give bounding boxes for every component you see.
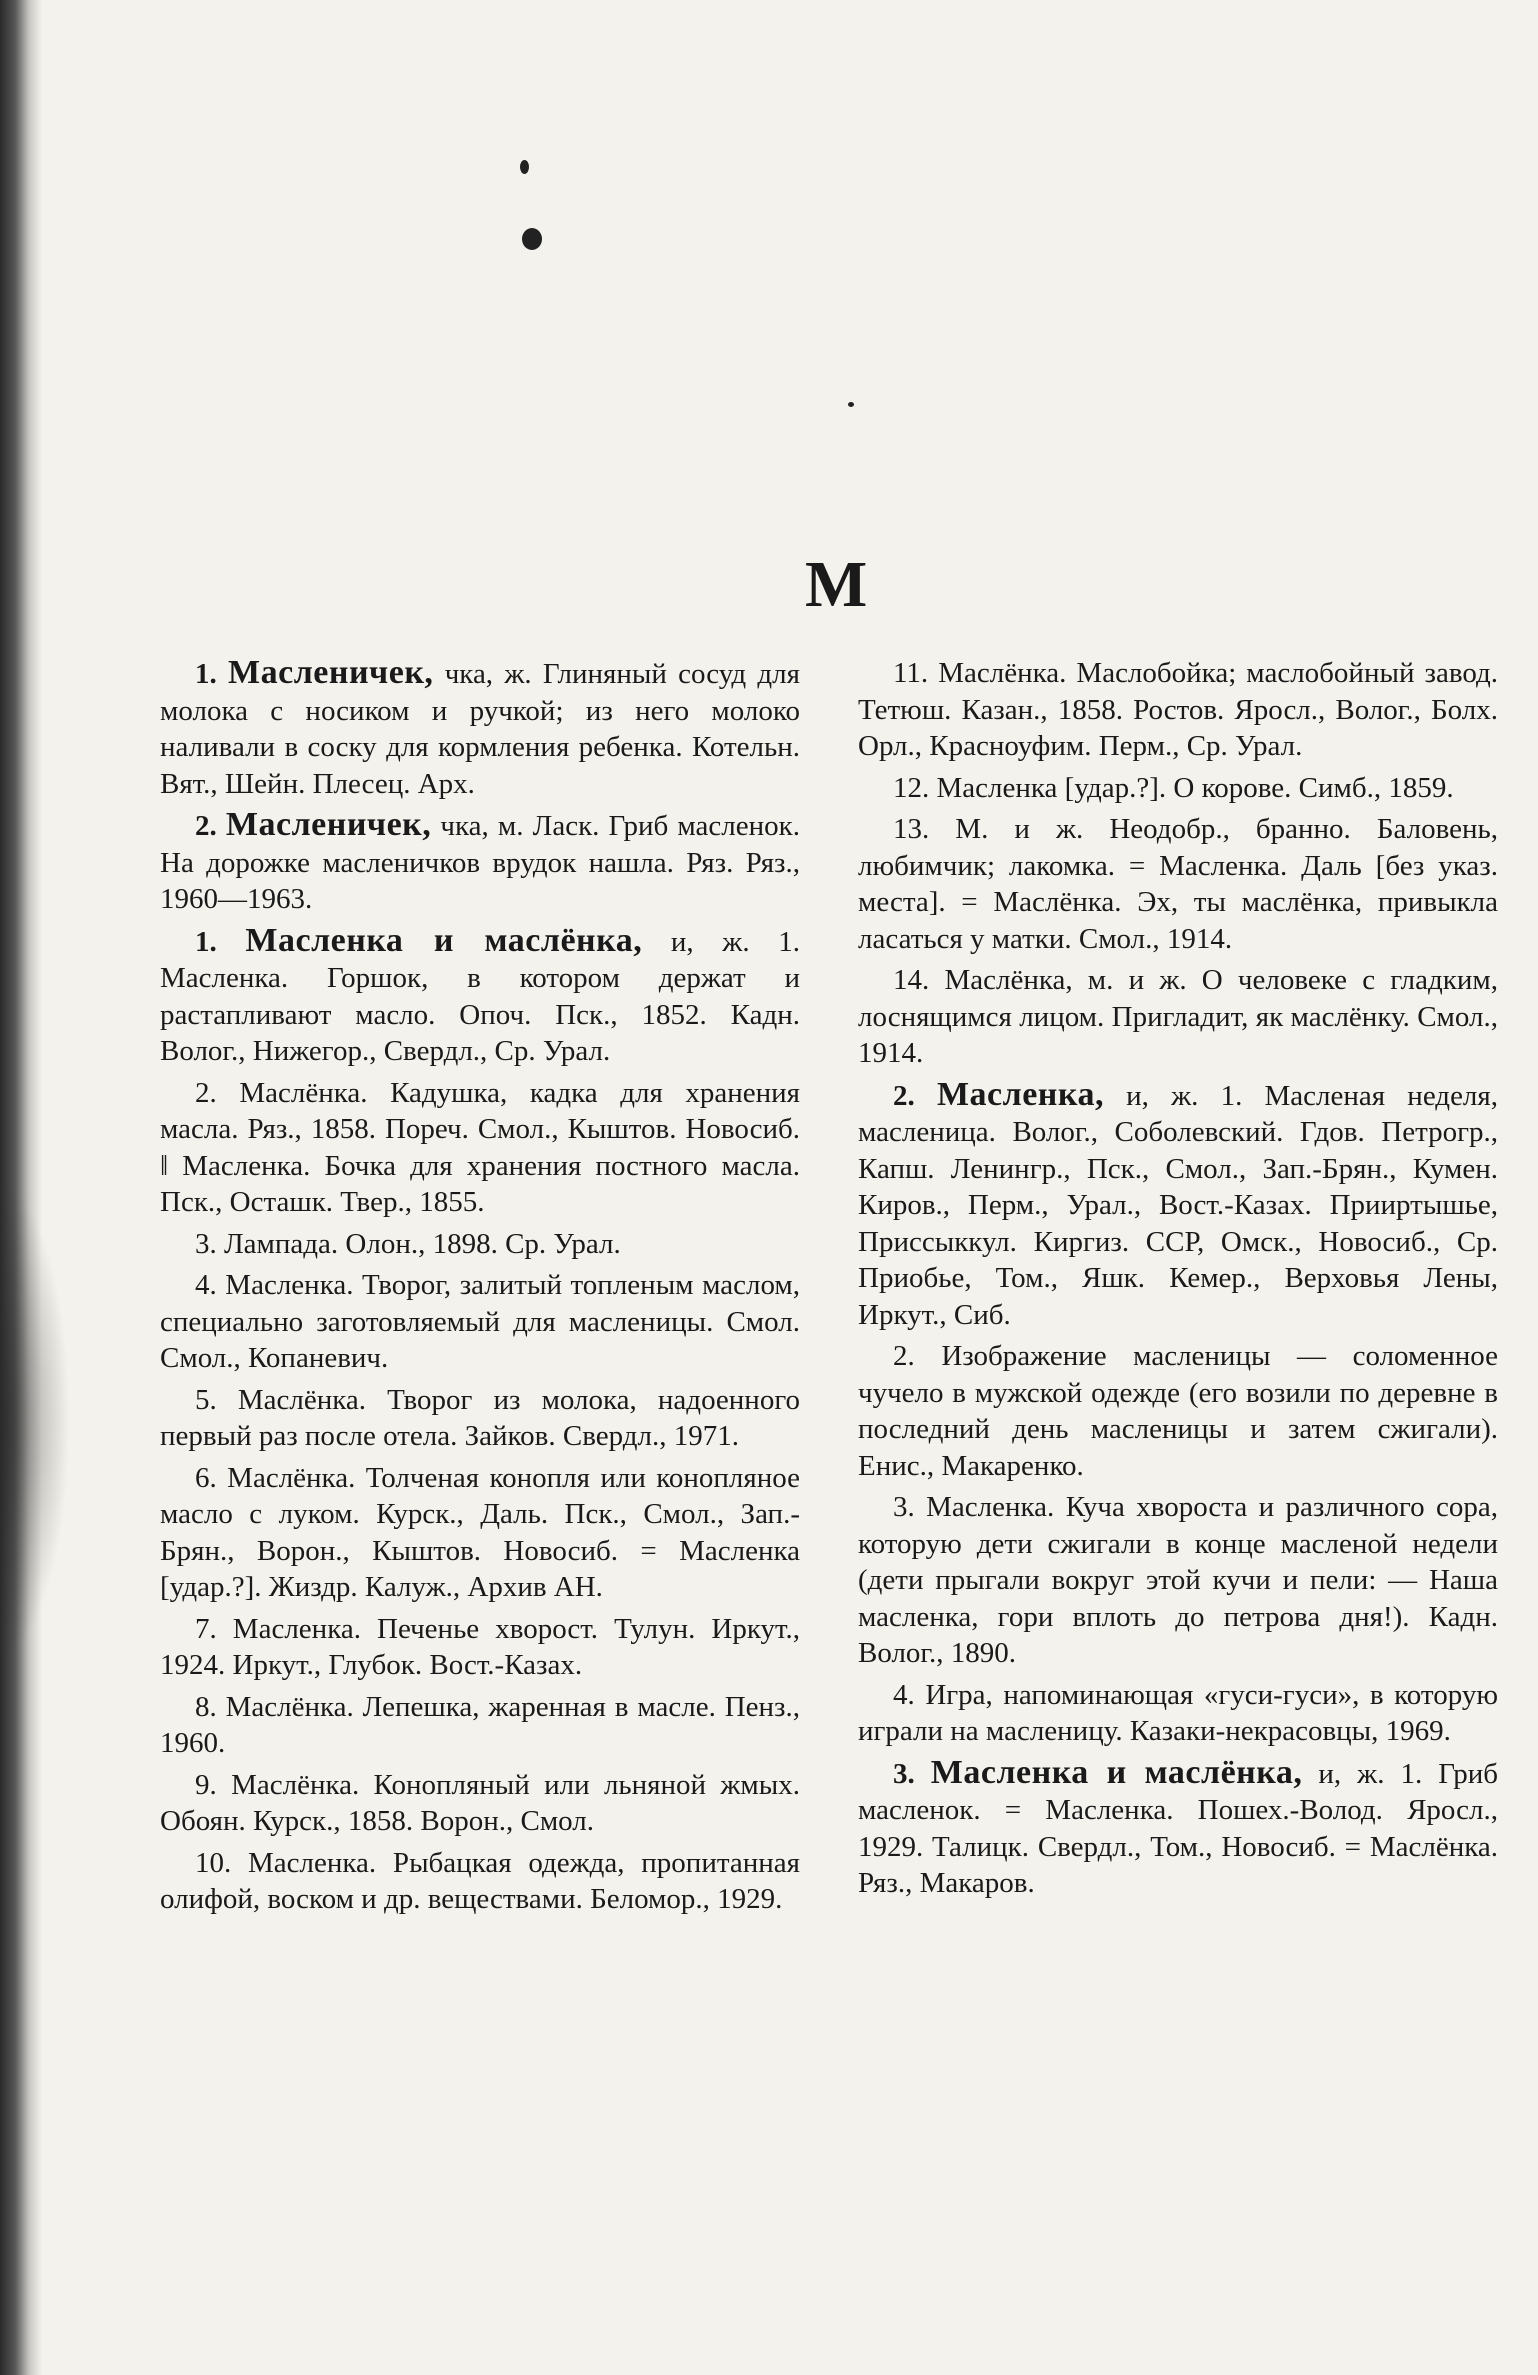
entry-body: чка, ж. Глиняный сосуд для молока с носиком и ручкой; из него молоко наливали в соску для кормления ребенка. Котельн. Вят., Шейн. Плесец. Арх. [160,658,800,800]
entry-sense [160,1075,800,1221]
entry-body: 6. Маслёнка. Толченая конопля или конопляное масло с луком. Курск., Даль. Пск., Смол., Зап.-Брян., Ворон., Кыштов. Новосиб. = Масленка [удар.?]. Жиздр. Калуж., Архив АН. [160,1461,800,1603]
scan-speck [520,160,529,174]
entry-body: и, ж. 1. Масленка. Горшок, в котором держат и растапливают масло. Опоч. Пск., 1852. Кадн. Волог., Нижегор., Свердл., Ср. Урал. [160,925,801,1067]
entry-body: 7. Масленка. Печенье хворост. Тулун. Иркут., 1924. Иркут., Глубок. Вост.-Казах. [160,1612,800,1681]
dictionary-entry: 3. Масленка и маслёнка, и, ж. 1. Гриб масленок. = Масленка. Пошех.-Волод. Яросл., 1929. Талицк. Свердл., Том., Новосиб. = Маслёнка. Ряз., Макаров. [858,1753,1499,1899]
entry-body: чка, м. Ласк. Гриб масленок. На дорожке масленичков врудок нашла. Ряз. Ряз., 1960—1963. [160,810,800,915]
dictionary-entry: 2. Масленичек, чка, м. Ласк. Гриб масленок. На дорожке масленичков врудок нашла. Ряз. Ряз., 1960—1963. [160,806,800,915]
entry-body: 14. Маслёнка, м. и ж. О человеке с гладким, лоснящимся лицом. Пригладит, як маслёнку. Смол., 1914. [858,964,1498,1069]
entry-sense [858,1677,1498,1750]
entry-body: 2. Маслёнка. Кадушка, кадка для хранения масла. Ряз., 1858. Пореч. Смол., Кыштов. Новосиб. ‖ Масленка. Бочка для хранения постного масла. Пск., Осташк. Твер., 1855. [160,1076,800,1218]
entry-sense [160,1226,800,1263]
entry-sense [160,1382,800,1455]
entry-body: 2. Изображение масленицы — соломенное чучело в мужской одежде (его возили по деревне в последний день масленицы и затем сжигали). Енис., Макаренко. [858,1340,1498,1482]
entry-headword: Масленка и маслёнка, [245,921,643,959]
dictionary-entry: 1. Масленка и маслёнка, и, ж. 1. Масленка. Горшок, в котором держат и растапливают масло. Опоч. Пск., 1852. Кадн. Волог., Нижегор., Свердл., Ср. Урал. [160,921,801,1067]
entry-headword: Масленичек, [225,806,432,843]
entry-sense [858,962,1498,1072]
entry-sense [858,1338,1498,1484]
section-letter-heading: М [805,548,868,621]
entry-body: 13. М. и ж. Неодобр., бранно. Баловень, любимчик; лакомка. = Масленка. Даль [без указ. места]. = Маслёнка. Эх, ты маслёнка, привыкла ласаться у матки. Смол., 1914. [858,813,1498,955]
entry-headword: Масленка и маслёнка, [930,1753,1303,1791]
scan-speck [522,228,542,250]
entry-body: 4. Игра, напоминающая «гуси-гуси», в которую играли на масленицу. Казаки-некрасовцы, 1969. [858,1678,1498,1747]
entry-sense [858,655,1498,765]
entry-sense [858,811,1498,957]
entry-headword: Масленка, [936,1075,1104,1113]
entry-headword: Масленичек, [228,654,434,691]
entry-body: и, ж. 1. Гриб масленок. = Масленка. Пошех.-Волод. Яросл., 1929. Талицк. Свердл., Том., Новосиб. = Маслёнка. Ряз., Макаров. [858,1757,1499,1899]
entry-sense [160,1267,800,1377]
entry-body: 3. Лампада. Олон., 1898. Ср. Урал. [195,1227,621,1260]
entry-body: 4. Масленка. Творог, залитый топленым маслом, специально заготовляемый для масленицы. Смол. Смол., Копаневич. [160,1269,800,1374]
entry-sense [160,1689,800,1762]
entry-body: 12. Масленка [удар.?]. О корове. Симб., 1859. [893,771,1454,804]
scan-speck [848,402,854,407]
dictionary-entry: 1. Масленичек, чка, ж. Глиняный сосуд для молока с носиком и ручкой; из него молоко наливали в соску для кормления ребенка. Котельн. Вят., Шейн. Плесец. Арх. [160,654,800,800]
entry-sense [858,1489,1498,1672]
entry-body: 10. Масленка. Рыбацкая одежда, пропитанная олифой, воском и др. веществами. Беломор., 1929. [160,1846,800,1915]
entry-body: 3. Масленка. Куча хвороста и различного сора, которую дети сжигали в конце масленой недели (дети прыгали вокруг этой кучи и пели: — Наша масленка, гори вплоть до петрова дня!). Кадн. Волог., 1890. [858,1491,1498,1669]
scan-binding-smudge [0,1180,70,1660]
entry-body: 11. Маслёнка. Маслобойка; маслобойный завод. Тетюш. Казан., 1858. Ростов. Яросл., Волог., Болх. Орл., Красноуфим. Перм., Ср. Урал. [858,657,1498,762]
dictionary-entry: 2. Масленка, и, ж. 1. Масленая неделя, масленица. Волог., Соболевский. Гдов. Петрогр., Капш. Ленингр., Пск., Смол., Зап.-Брян., Кумен. Киров., Перм., Урал., Вост.-Казах. Прииртышье, Приссыккул. Киргиз. ССР, Омск., Новосиб., Ср. Приобье, Том., Яшк. Кемер., Верховья Лены, Иркут., Сиб. [858,1075,1498,1331]
entry-body: 8. Маслёнка. Лепешка, жаренная в масле. Пенз., 1960. [160,1690,800,1759]
entry-body: 9. Маслёнка. Конопляный или льняной жмых. Обоян. Курск., 1858. Ворон., Смол. [160,1768,800,1837]
entry-body: и, ж. 1. Масленая неделя, масленица. Волог., Соболевский. Гдов. Петрогр., Капш. Ленингр., Пск., Смол., Зап.-Брян., Кумен. Киров., Перм., Урал., Вост.-Казах. Прииртышье, Приссыккул. Киргиз. ССР, Омск., Новосиб., Ср. Приобье, Том., Яшк. Кемер., Верховья Лены, Иркут., Сиб. [858,1079,1498,1331]
left-column [160,655,800,1923]
entry-sense [160,1845,800,1918]
entry-sense [858,770,1498,807]
entry-sense [160,1460,800,1606]
right-column [858,655,1498,1907]
entry-body: 5. Маслёнка. Творог из молока, надоенного первый раз после отела. Зайков. Свердл., 1971. [160,1383,800,1452]
entry-sense [160,1767,800,1840]
entry-sense [160,1611,800,1684]
